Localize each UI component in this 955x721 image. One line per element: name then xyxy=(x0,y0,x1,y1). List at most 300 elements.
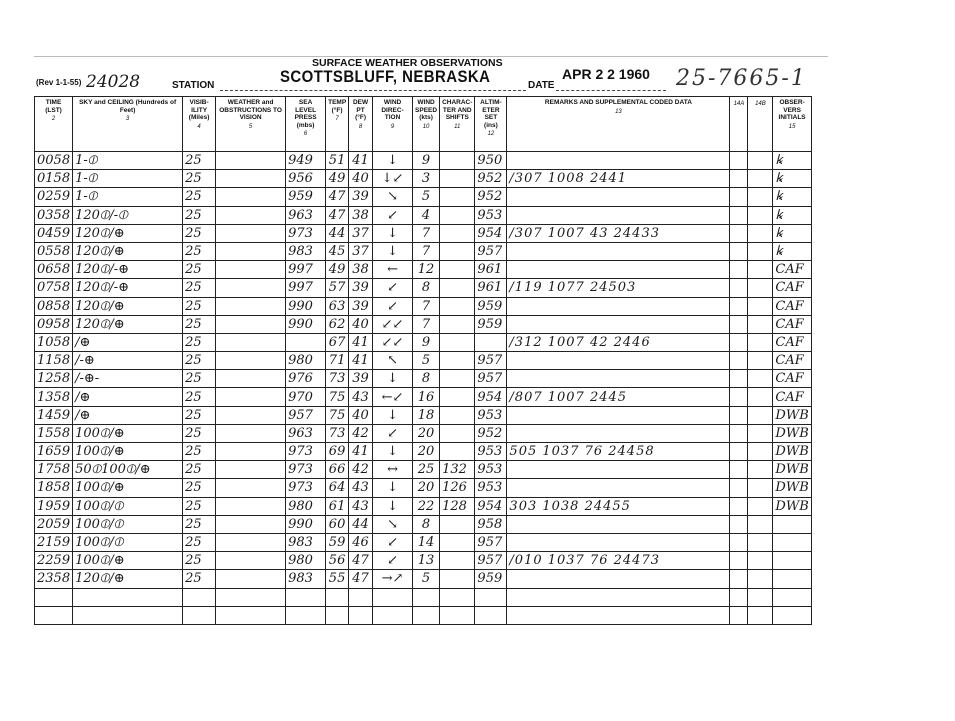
altimeter-cell xyxy=(475,606,507,624)
altimeter-cell: 953 xyxy=(475,206,507,224)
sea-level-pressure-cell: 973 xyxy=(286,443,326,461)
header-col-14a-number: 14A xyxy=(733,101,745,107)
weather-cell xyxy=(216,261,286,279)
altimeter-cell: 950 xyxy=(475,152,507,170)
observer-initials-cell: CAF xyxy=(773,333,811,351)
header-col-14b-number: 14B xyxy=(755,101,766,107)
header-remarks-number: 13 xyxy=(615,108,622,115)
header-observer-initials-label: OBSER-VERS INITIALS xyxy=(778,99,806,121)
col-14b-cell xyxy=(748,388,773,406)
temperature-cell: 67 xyxy=(326,333,349,351)
weather-cell xyxy=(216,461,286,479)
header-dew-point-number: 8 xyxy=(358,123,363,130)
wind-direction-cell: ↙ xyxy=(373,206,413,224)
temperature-cell: 61 xyxy=(326,497,349,515)
dew-point-cell: 39 xyxy=(349,279,373,297)
temperature-cell: 57 xyxy=(326,279,349,297)
header-weather-label: WEATHER and OBSTRUCTIONS TO VISION xyxy=(219,99,282,121)
header-weather xyxy=(216,97,286,152)
visibility-cell: 25 xyxy=(183,242,216,260)
col-14b-cell xyxy=(748,333,773,351)
sky-ceiling-cell: /-⊕ xyxy=(73,352,183,370)
col-14a-cell xyxy=(730,152,748,170)
sea-level-pressure-cell xyxy=(286,606,326,624)
header-wind-direction-number: 9 xyxy=(390,123,395,130)
temperature-cell: 75 xyxy=(326,406,349,424)
wind-direction-cell: ←↙ xyxy=(373,388,413,406)
header-observer-initials xyxy=(773,97,811,152)
wind-character-cell: 128 xyxy=(440,497,475,515)
table-row xyxy=(35,170,812,188)
temperature-cell: 73 xyxy=(326,424,349,442)
wind-character-cell xyxy=(440,170,475,188)
col-14a-cell xyxy=(730,479,748,497)
time-cell: 1558 xyxy=(35,424,73,442)
table-row xyxy=(35,406,812,424)
col-14a-cell xyxy=(730,461,748,479)
wind-character-cell xyxy=(440,279,475,297)
wind-speed-cell: 9 xyxy=(413,333,440,351)
observer-initials-cell: DWB xyxy=(773,479,811,497)
col-14b-cell xyxy=(748,533,773,551)
sea-level-pressure-cell: 973 xyxy=(286,224,326,242)
wind-character-cell xyxy=(440,606,475,624)
col-14a-cell xyxy=(730,333,748,351)
remarks-cell: /307 1007 43 24433 xyxy=(507,224,730,242)
header-visibility-label: VISIB-ILITY (Miles) xyxy=(188,99,210,121)
weather-cell xyxy=(216,443,286,461)
sky-ceiling-cell: 100⦶/⊕ xyxy=(73,443,183,461)
sea-level-pressure-cell: 957 xyxy=(286,406,326,424)
dew-point-cell: 39 xyxy=(349,297,373,315)
remarks-cell: /807 1007 2445 xyxy=(507,388,730,406)
sea-level-pressure-cell: 990 xyxy=(286,297,326,315)
table-row xyxy=(35,533,812,551)
wind-character-cell xyxy=(440,333,475,351)
dew-point-cell: 40 xyxy=(349,315,373,333)
table-row xyxy=(35,552,812,570)
wind-speed-cell xyxy=(413,606,440,624)
observer-initials-cell: CAF xyxy=(773,352,811,370)
altimeter-cell: 958 xyxy=(475,515,507,533)
wind-direction-cell: ↓ xyxy=(373,224,413,242)
header-wind-direction-label: WIND DIREC-TION xyxy=(381,99,404,121)
revision-label: (Rev 1-1-55) xyxy=(36,78,82,87)
sky-ceiling-cell: /-⊕- xyxy=(73,370,183,388)
visibility-cell: 25 xyxy=(183,224,216,242)
wind-speed-cell: 20 xyxy=(413,479,440,497)
wind-character-cell xyxy=(440,242,475,260)
dew-point-cell: 41 xyxy=(349,352,373,370)
remarks-cell xyxy=(507,424,730,442)
remarks-cell: /119 1077 24503 xyxy=(507,279,730,297)
col-14a-cell xyxy=(730,552,748,570)
visibility-cell: 25 xyxy=(183,424,216,442)
altimeter-cell: 954 xyxy=(475,388,507,406)
header-wind-character-number: 11 xyxy=(454,123,461,130)
weather-cell xyxy=(216,224,286,242)
remarks-cell xyxy=(507,206,730,224)
weather-cell xyxy=(216,297,286,315)
visibility-cell: 25 xyxy=(183,497,216,515)
wind-direction-cell: ↖ xyxy=(373,352,413,370)
visibility-cell: 25 xyxy=(183,206,216,224)
sky-ceiling-cell: 120⦶/⊕ xyxy=(73,297,183,315)
time-cell: 1459 xyxy=(35,406,73,424)
dew-point-cell: 37 xyxy=(349,224,373,242)
table-row xyxy=(35,279,812,297)
observer-initials-cell: CAF xyxy=(773,370,811,388)
header-wind-character-label: CHARAC-TER AND SHIFTS xyxy=(442,99,473,121)
table-row xyxy=(35,297,812,315)
altimeter-cell: 957 xyxy=(475,552,507,570)
remarks-cell: /010 1037 76 24473 xyxy=(507,552,730,570)
observer-initials-cell xyxy=(773,570,811,588)
weather-cell xyxy=(216,333,286,351)
wind-speed-cell: 25 xyxy=(413,461,440,479)
remarks-cell xyxy=(507,188,730,206)
weather-cell xyxy=(216,388,286,406)
col-14a-cell xyxy=(730,352,748,370)
time-cell: 0158 xyxy=(35,170,73,188)
header-visibility-number: 4 xyxy=(197,123,201,130)
sky-ceiling-cell: /⊕ xyxy=(73,333,183,351)
wind-character-cell xyxy=(440,570,475,588)
date-stamp: APR 2 2 1960 xyxy=(562,66,650,82)
weather-cell xyxy=(216,424,286,442)
header-observer-initials-number: 15 xyxy=(788,123,796,130)
remarks-cell xyxy=(507,406,730,424)
header-temperature-label: TEMP (°F) xyxy=(328,99,347,114)
sky-ceiling-cell: 100⦶/⦶ xyxy=(73,533,183,551)
observer-initials-cell: ꝃ xyxy=(773,224,811,242)
weather-cell xyxy=(216,588,286,606)
col-14b-cell xyxy=(748,606,773,624)
wind-character-cell xyxy=(440,261,475,279)
observer-initials-cell: DWB xyxy=(773,443,811,461)
wind-direction-cell: ← xyxy=(373,261,413,279)
sky-ceiling-cell xyxy=(73,588,183,606)
dew-point-cell xyxy=(349,588,373,606)
visibility-cell xyxy=(183,606,216,624)
visibility-cell: 25 xyxy=(183,515,216,533)
wind-speed-cell: 8 xyxy=(413,279,440,297)
col-14a-cell xyxy=(730,242,748,260)
header-sky-ceiling xyxy=(73,97,183,152)
wind-speed-cell: 20 xyxy=(413,424,440,442)
time-cell: 0858 xyxy=(35,297,73,315)
temperature-cell: 73 xyxy=(326,370,349,388)
col-14a-cell xyxy=(730,224,748,242)
dew-point-cell: 42 xyxy=(349,461,373,479)
col-14a-cell xyxy=(730,406,748,424)
wind-direction-cell: ↔ xyxy=(373,461,413,479)
time-cell: 1358 xyxy=(35,388,73,406)
station-line xyxy=(220,90,526,91)
temperature-cell: 55 xyxy=(326,570,349,588)
remarks-cell xyxy=(507,533,730,551)
col-14a-cell xyxy=(730,533,748,551)
sky-ceiling-cell: 1-⦶ xyxy=(73,188,183,206)
time-cell: 0558 xyxy=(35,242,73,260)
col-14a-cell xyxy=(730,188,748,206)
sea-level-pressure-cell: 983 xyxy=(286,242,326,260)
wind-direction-cell: →↗ xyxy=(373,570,413,588)
wind-speed-cell: 7 xyxy=(413,224,440,242)
observer-initials-cell xyxy=(773,552,811,570)
weather-cell xyxy=(216,533,286,551)
altimeter-cell: 957 xyxy=(475,242,507,260)
wind-direction-cell: ↙↙ xyxy=(373,315,413,333)
wind-character-cell xyxy=(440,443,475,461)
header-dew-point-label: DEW PT (°F) xyxy=(352,99,369,121)
station-number: 24028 xyxy=(86,72,141,92)
table-row xyxy=(35,261,812,279)
visibility-cell: 25 xyxy=(183,388,216,406)
remarks-cell xyxy=(507,152,730,170)
col-14a-cell xyxy=(730,261,748,279)
weather-cell xyxy=(216,570,286,588)
header-temperature-number: 7 xyxy=(335,116,339,122)
wind-direction-cell: ↙ xyxy=(373,552,413,570)
wind-speed-cell: 5 xyxy=(413,188,440,206)
col-14b-cell xyxy=(748,170,773,188)
wind-speed-cell: 13 xyxy=(413,552,440,570)
table-row xyxy=(35,443,812,461)
dew-point-cell: 41 xyxy=(349,333,373,351)
observer-initials-cell: CAF xyxy=(773,315,811,333)
sky-ceiling-cell: 120⦶/⊕ xyxy=(73,224,183,242)
time-cell: 1058 xyxy=(35,333,73,351)
visibility-cell: 25 xyxy=(183,352,216,370)
table-row xyxy=(35,515,812,533)
wind-character-cell xyxy=(440,152,475,170)
weather-cell xyxy=(216,206,286,224)
col-14b-cell xyxy=(748,479,773,497)
header-col-14a xyxy=(730,97,748,152)
station-label: STATION xyxy=(172,80,215,91)
visibility-cell: 25 xyxy=(183,279,216,297)
temperature-cell xyxy=(326,606,349,624)
wind-direction-cell: ↓ xyxy=(373,497,413,515)
temperature-cell: 49 xyxy=(326,261,349,279)
sky-ceiling-cell: 120⦶/-⊕ xyxy=(73,279,183,297)
observer-initials-cell: CAF xyxy=(773,261,811,279)
observer-initials-cell xyxy=(773,515,811,533)
dew-point-cell: 40 xyxy=(349,406,373,424)
observer-initials-cell: DWB xyxy=(773,424,811,442)
dew-point-cell: 37 xyxy=(349,242,373,260)
date-label: DATE xyxy=(528,80,555,91)
time-cell xyxy=(35,588,73,606)
wind-speed-cell: 5 xyxy=(413,352,440,370)
sky-ceiling-cell: 120⦶/⊕ xyxy=(73,242,183,260)
col-14a-cell xyxy=(730,206,748,224)
wind-speed-cell xyxy=(413,588,440,606)
sea-level-pressure-cell: 956 xyxy=(286,170,326,188)
observer-initials-cell xyxy=(773,606,811,624)
dew-point-cell: 44 xyxy=(349,515,373,533)
observer-initials-cell: ꝃ xyxy=(773,152,811,170)
temperature-cell: 66 xyxy=(326,461,349,479)
col-14a-cell xyxy=(730,515,748,533)
col-14b-cell xyxy=(748,461,773,479)
wind-direction-cell: ↓ xyxy=(373,479,413,497)
date-line xyxy=(556,90,666,91)
col-14b-cell xyxy=(748,188,773,206)
temperature-cell: 71 xyxy=(326,352,349,370)
remarks-cell xyxy=(507,588,730,606)
header-sea-level-pressure xyxy=(286,97,326,152)
altimeter-cell: 957 xyxy=(475,370,507,388)
temperature-cell: 51 xyxy=(326,152,349,170)
header-wind-speed-label: WIND SPEED (kts) xyxy=(415,99,438,121)
wind-character-cell xyxy=(440,515,475,533)
altimeter-cell: 959 xyxy=(475,570,507,588)
sea-level-pressure-cell: 976 xyxy=(286,370,326,388)
table-row xyxy=(35,588,812,606)
sea-level-pressure-cell: 997 xyxy=(286,261,326,279)
time-cell: 0658 xyxy=(35,261,73,279)
altimeter-cell: 953 xyxy=(475,461,507,479)
visibility-cell: 25 xyxy=(183,170,216,188)
remarks-cell xyxy=(507,242,730,260)
wind-speed-cell: 7 xyxy=(413,242,440,260)
weather-cell xyxy=(216,606,286,624)
col-14b-cell xyxy=(748,224,773,242)
remarks-cell xyxy=(507,297,730,315)
sea-level-pressure-cell: 997 xyxy=(286,279,326,297)
wind-speed-cell: 16 xyxy=(413,388,440,406)
wind-speed-cell: 8 xyxy=(413,515,440,533)
time-cell: 2259 xyxy=(35,552,73,570)
wind-speed-cell: 4 xyxy=(413,206,440,224)
header-sky-ceiling-number: 3 xyxy=(125,116,130,122)
time-cell: 1858 xyxy=(35,479,73,497)
col-14b-cell xyxy=(748,279,773,297)
visibility-cell: 25 xyxy=(183,533,216,551)
wind-speed-cell: 7 xyxy=(413,315,440,333)
time-cell: 0958 xyxy=(35,315,73,333)
time-cell: 2159 xyxy=(35,533,73,551)
altimeter-cell: 954 xyxy=(475,224,507,242)
temperature-cell: 56 xyxy=(326,552,349,570)
header-wind-character xyxy=(440,97,475,152)
temperature-cell: 49 xyxy=(326,170,349,188)
header-altimeter-label: ALTIM-ETER SET (ins) xyxy=(480,99,502,129)
wind-speed-cell: 22 xyxy=(413,497,440,515)
header-wind-speed-number: 10 xyxy=(422,123,430,130)
sky-ceiling-cell: 1-⦶ xyxy=(73,152,183,170)
col-14a-cell xyxy=(730,388,748,406)
temperature-cell: 45 xyxy=(326,242,349,260)
visibility-cell: 25 xyxy=(183,406,216,424)
dew-point-cell: 43 xyxy=(349,497,373,515)
header-altimeter xyxy=(475,97,507,152)
time-cell: 1959 xyxy=(35,497,73,515)
wind-character-cell xyxy=(440,370,475,388)
wind-direction-cell: ↙ xyxy=(373,533,413,551)
col-14b-cell xyxy=(748,352,773,370)
header-time-number: 2 xyxy=(51,116,56,122)
observer-initials-cell: CAF xyxy=(773,388,811,406)
time-cell: 0259 xyxy=(35,188,73,206)
wind-direction-cell: ↘ xyxy=(373,188,413,206)
dew-point-cell: 47 xyxy=(349,570,373,588)
header-wind-direction xyxy=(373,97,413,152)
wind-character-cell xyxy=(440,297,475,315)
wind-direction-cell: ↘ xyxy=(373,515,413,533)
header-visibility xyxy=(183,97,216,152)
sky-ceiling-cell: 100⦶/⊕ xyxy=(73,479,183,497)
weather-cell xyxy=(216,152,286,170)
col-14b-cell xyxy=(748,424,773,442)
wind-character-cell xyxy=(440,315,475,333)
wind-character-cell xyxy=(440,424,475,442)
temperature-cell: 44 xyxy=(326,224,349,242)
remarks-cell xyxy=(507,261,730,279)
weather-cell xyxy=(216,515,286,533)
table-row xyxy=(35,370,812,388)
wind-speed-cell: 5 xyxy=(413,570,440,588)
weather-cell xyxy=(216,479,286,497)
dew-point-cell: 39 xyxy=(349,370,373,388)
weather-cell xyxy=(216,552,286,570)
table-row xyxy=(35,333,812,351)
remarks-cell xyxy=(507,479,730,497)
header-time-label: TIME (LST) xyxy=(45,99,62,114)
header-wind-speed xyxy=(413,97,440,152)
col-14a-cell xyxy=(730,315,748,333)
observer-initials-cell xyxy=(773,533,811,551)
wind-character-cell xyxy=(440,552,475,570)
sky-ceiling-cell: 100⦶/⊕ xyxy=(73,552,183,570)
col-14b-cell xyxy=(748,570,773,588)
sky-ceiling-cell: /⊕ xyxy=(73,406,183,424)
dew-point-cell: 42 xyxy=(349,424,373,442)
col-14a-cell xyxy=(730,170,748,188)
observer-initials-cell: CAF xyxy=(773,297,811,315)
sea-level-pressure-cell: 980 xyxy=(286,352,326,370)
remarks-cell xyxy=(507,570,730,588)
altimeter-cell: 954 xyxy=(475,497,507,515)
altimeter-cell: 959 xyxy=(475,297,507,315)
wind-speed-cell: 18 xyxy=(413,406,440,424)
table-row xyxy=(35,461,812,479)
remarks-cell: /307 1008 2441 xyxy=(507,170,730,188)
sky-ceiling-cell: 120⦶/-⊕ xyxy=(73,261,183,279)
observer-initials-cell: DWB xyxy=(773,406,811,424)
sea-level-pressure-cell: 963 xyxy=(286,424,326,442)
temperature-cell: 59 xyxy=(326,533,349,551)
weather-cell xyxy=(216,315,286,333)
temperature-cell: 62 xyxy=(326,315,349,333)
weather-cell xyxy=(216,242,286,260)
dew-point-cell: 38 xyxy=(349,261,373,279)
dew-point-cell: 46 xyxy=(349,533,373,551)
observer-initials-cell: ꝃ xyxy=(773,242,811,260)
sea-level-pressure-cell: 973 xyxy=(286,479,326,497)
weather-cell xyxy=(216,406,286,424)
table-row xyxy=(35,570,812,588)
table-row xyxy=(35,606,812,624)
sky-ceiling-cell: 120⦶/⊕ xyxy=(73,570,183,588)
altimeter-cell: 952 xyxy=(475,170,507,188)
header-temperature xyxy=(326,97,349,152)
wind-direction-cell: ↓ xyxy=(373,443,413,461)
observer-initials-cell: ꝃ xyxy=(773,188,811,206)
sea-level-pressure-cell xyxy=(286,588,326,606)
